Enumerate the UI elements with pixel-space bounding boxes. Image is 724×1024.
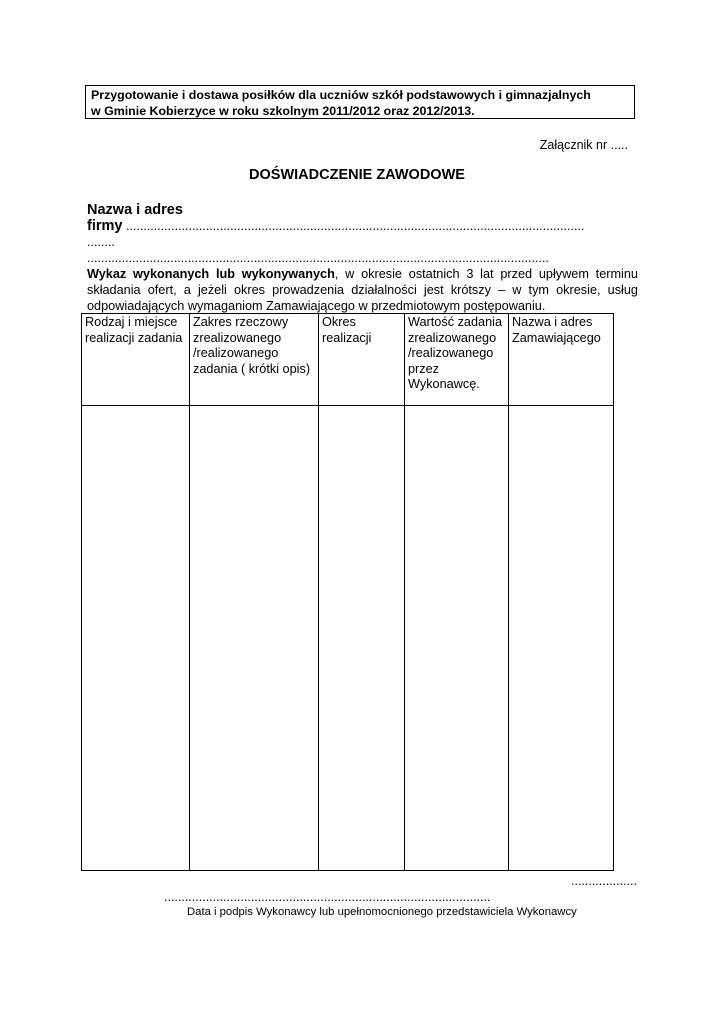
- company-dots-3: .....................................................................................................................................: [87, 251, 549, 265]
- header-cell-value: Wartość zadania zrealizowanego /realizowanego przez Wykonawcę.: [405, 314, 509, 406]
- company-label-line-1: Nazwa i adres: [87, 202, 183, 218]
- company-name-label: [87, 201, 183, 219]
- table-header-row: [82, 314, 614, 406]
- signature-caption: Data i podpis Wykonawcy lub upełnomocnionego przedstawiciela Wykonawcy: [187, 906, 577, 918]
- header-cell-scope: Zakres rzeczowy zrealizowanego /realizowanego zadania ( krótki opis): [190, 314, 319, 406]
- header-cell-client: Nazwa i adres Zamawiającego: [509, 314, 614, 406]
- attachment-label: Załącznik nr .....: [539, 138, 628, 152]
- header-line-1: Przygotowanie i dostawa posiłków dla uczniów szkół podstawowych i gimnazjalnych: [91, 88, 591, 102]
- header-box: [85, 85, 635, 119]
- header-cell-period: Okres realizacji: [319, 314, 405, 406]
- table-row: [82, 406, 614, 871]
- experience-table: [81, 313, 614, 871]
- table-cell[interactable]: [405, 406, 509, 871]
- company-dots-1: ....................................................................................................................................: [125, 219, 585, 233]
- signature-dots-line: ..............................................................................................: [164, 890, 491, 904]
- company-dotline-3: [87, 251, 638, 265]
- table-cell[interactable]: [509, 406, 614, 871]
- document-title: DOŚWIADCZENIE ZAWODOWE: [249, 167, 465, 183]
- company-dots-2: ........: [87, 235, 115, 249]
- company-dotline-1: [87, 218, 638, 234]
- table-cell[interactable]: [82, 406, 190, 871]
- paragraph-bold: Wykaz wykonanych lub wykonywanych: [87, 267, 335, 281]
- table-cell[interactable]: [190, 406, 319, 871]
- signature-dots-right: ...................: [571, 874, 637, 888]
- header-cell-type-place: Rodzaj i miejsce realizacji zadania: [82, 314, 190, 406]
- company-label-line-2: firmy: [87, 218, 123, 234]
- paragraph-rest: , w okresie ostatnich 3 lat przed upływem terminu składania ofert, a jeżeli okres prowadzenia działalności jest krótszy – w tym okresie, usług odpowiadających wymaganiom Zamawiającego w przedmiotowym postępowaniu.: [87, 267, 638, 313]
- services-paragraph: [87, 266, 638, 314]
- company-dotline-2: [87, 235, 638, 249]
- header-line-2: w Gminie Kobierzyce w roku szkolnym 2011/2012 oraz 2012/2013.: [91, 103, 475, 118]
- table-cell[interactable]: [319, 406, 405, 871]
